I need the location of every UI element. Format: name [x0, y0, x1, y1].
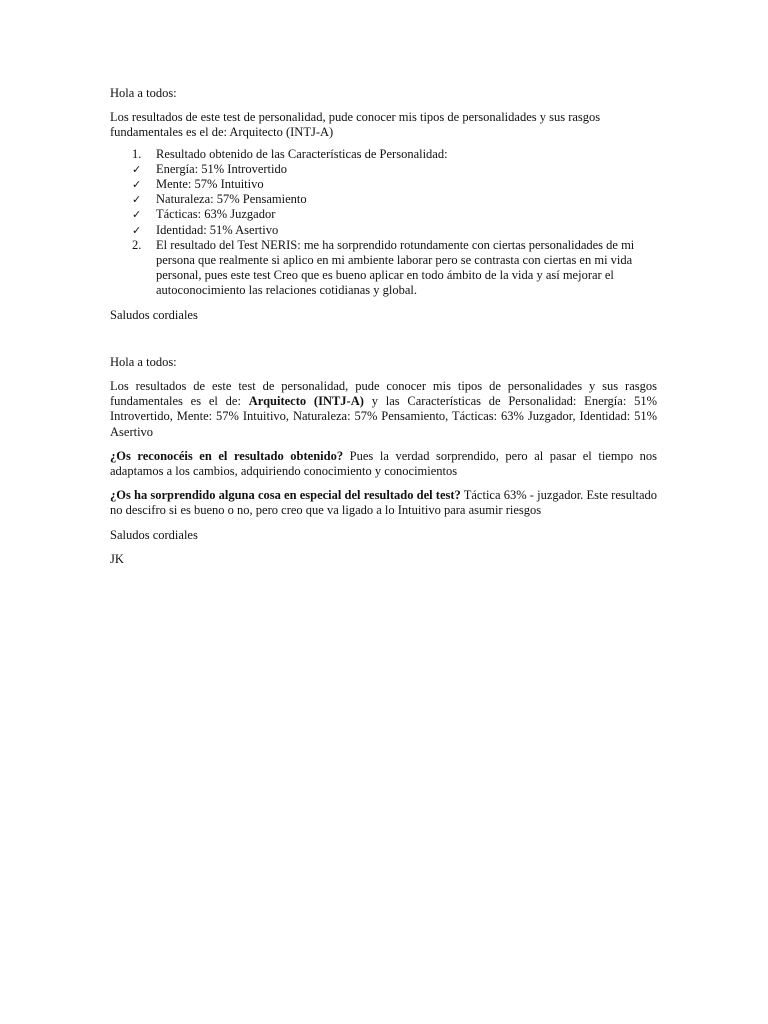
list-item-text: El resultado del Test NERIS: me ha sorprendido rotundamente con ciertas personalidades de mi persona que realmente si aplico en mi ambiente laborar pero se contrasta con ciertas en mi vida personal, pues este test Creo que es bueno aplicar en todo ámbito de la vida y así mejorar el autoconocimiento las relaciones cotidianas y global. [156, 237, 635, 298]
list-item [110, 162, 657, 177]
question-1-paragraph [110, 449, 657, 479]
intro-paragraph: Los resultados de este test de personalidad, pude conocer mis tipos de personalidades y sus rasgos fundamentales es el de: Arquitecto (INTJ-A) [110, 110, 601, 140]
check-icon: ✓ [132, 193, 142, 207]
list-item [110, 177, 657, 192]
personality-type: Arquitecto (INTJ-A) [248, 394, 364, 409]
trait-text: Naturaleza: 57% Pensamiento [156, 192, 307, 207]
list-item [110, 147, 657, 162]
trait-text: Energía: 51% Introvertido [156, 161, 287, 176]
answer-1: Pues la verdad sorprendido, pero al pasar el tiempo nos adaptamos a los cambios, adquiriendo conocimiento y conocimientos [110, 448, 657, 479]
check-icon: ✓ [132, 178, 142, 192]
section-second-post [110, 355, 657, 567]
greeting: Hola a todos: [110, 354, 177, 369]
question-2-paragraph [110, 488, 657, 518]
list-item [110, 238, 657, 299]
closing: Saludos cordiales [110, 307, 198, 322]
intro-start: Los resultados de este test de personalidad, pude conocer mis tipos de personalidades y sus rasgos fundamentales es el de: [110, 379, 657, 409]
closing: Saludos cordiales [110, 527, 198, 542]
greeting: Hola a todos: [110, 86, 177, 100]
list-item [110, 192, 657, 207]
list-item [110, 207, 657, 222]
section-first-post [110, 86, 657, 323]
results-list [110, 147, 657, 299]
intro-paragraph [110, 379, 657, 440]
question-1: ¿Os reconocéis en el resultado obtenido? [110, 448, 344, 463]
check-icon: ✓ [132, 223, 142, 237]
signature: JK [110, 551, 124, 566]
document-page [110, 86, 657, 567]
trait-text: Mente: 57% Intuitivo [156, 177, 264, 192]
list-item-text: Resultado obtenido de las Características de Personalidad: [156, 146, 448, 161]
trait-text: Tácticas: 63% Juzgador [156, 207, 276, 222]
trait-text: Identidad: 51% Asertivo [156, 222, 279, 237]
check-icon: ✓ [132, 208, 142, 222]
list-number: 1. [132, 146, 142, 161]
list-number: 2. [132, 237, 142, 252]
list-item [110, 223, 657, 238]
question-2: ¿Os ha sorprendido alguna cosa en especial del resultado del test? [110, 488, 461, 503]
check-icon: ✓ [132, 162, 142, 176]
intro-end: y las Características de Personalidad: Energía: 51% Introvertido, Mente: 57% Intuitivo, Naturaleza: 57% Pensamiento, Tácticas: 63% Juzgador, Identidad: 51% Asertivo [110, 394, 657, 439]
answer-2: Táctica 63% - juzgador. Este resultado no descifro si es bueno o no, pero creo que va ligado a lo Intuitivo para asumir riesgos [110, 488, 657, 518]
